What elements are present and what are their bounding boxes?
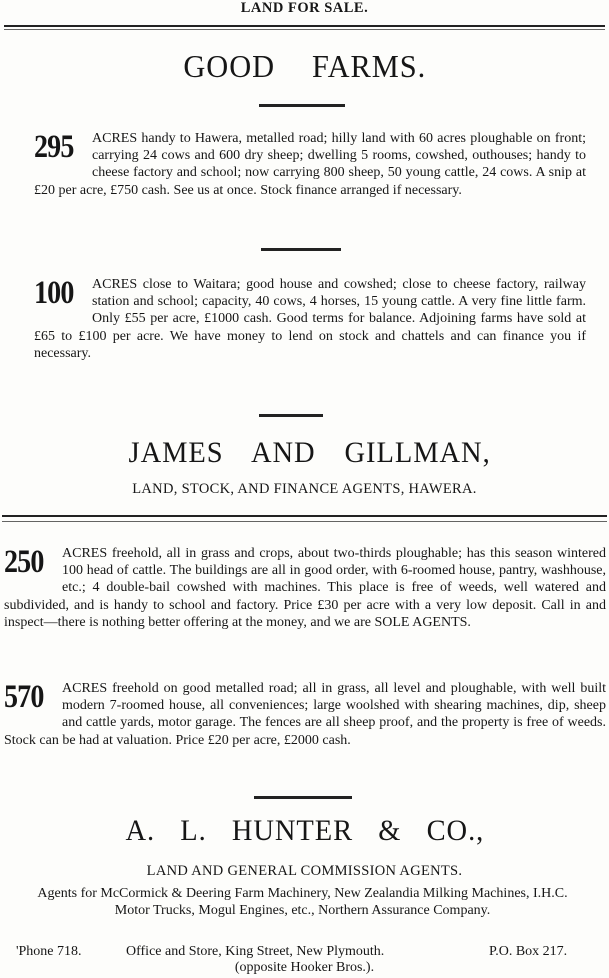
agent2-description: LAND AND GENERAL COMMISSION AGENTS. <box>146 863 463 879</box>
header-rule <box>4 25 605 27</box>
opposite-text: (opposite Hooker Bros.). <box>234 960 375 975</box>
listing-570 <box>4 680 606 749</box>
listing-text: ACRES freehold, all in grass and crops, about two-thirds ploughable; has this season wintered 100 head of cattle. The buildings are all in good order, with 6-roomed house, pantry, washhouse, etc.; 4 double-bail cowshed with machines. This place is free of weeds, well watered and subdivided, and is handy to school and factory. Price £30 per acre with a very low deposit. Call in and inspect—there is nothing better offering at the money, and we are SOLE AGENTS. <box>4 546 606 630</box>
pobox-text: P.O. Box 217. <box>489 944 568 959</box>
agent1-description: LAND, STOCK, AND FINANCE AGENTS, HAWERA. <box>132 481 477 497</box>
phone-text: 'Phone 718. <box>16 944 82 959</box>
agent1-name-box <box>100 436 520 470</box>
listing-250 <box>4 545 606 631</box>
section-break-rule-thin <box>2 521 607 522</box>
heading-divider <box>259 104 345 107</box>
listing-acres: 100 <box>34 275 74 311</box>
agent2-name-box <box>0 814 609 848</box>
listing-100 <box>34 276 586 362</box>
listing-text: ACRES close to Waitara; good house and cowshed; close to cheese factory, railway station and school; capacity, 40 cows, 4 horses, 15 young cattle. A very fine little farm. Only £55 per acre, £1000 cash. Good terms for balance. Adjoining farms have sold at £65 to £100 per acre. We have money to lend on stock and chattels and can finance you if necessary. <box>34 277 586 361</box>
listing-295 <box>34 130 586 199</box>
agent2-name: A. L. HUNTER & CO., <box>125 814 484 847</box>
section1-heading-box <box>0 48 609 88</box>
listing-acres: 295 <box>34 129 74 165</box>
listing-acres: 570 <box>4 679 44 715</box>
listing-divider <box>261 248 341 251</box>
page-header-title: LAND FOR SALE. <box>240 0 369 16</box>
agent1-name: JAMES AND GILLMAN, <box>128 436 492 469</box>
listing-acres: 250 <box>4 544 44 580</box>
agent2-divider <box>254 796 352 799</box>
agents-for-text: Agents for McCormick & Deering Farm Machinery, New Zealandia Milking Machines, I.H.C. Motor Trucks, Mogul Engines, etc., Northern Assurance Company. <box>37 886 568 919</box>
agent1-divider <box>259 414 323 417</box>
header-rule-thin <box>4 29 605 30</box>
section1-heading: GOOD FARMS. <box>183 48 426 84</box>
listing-text: ACRES handy to Hawera, metalled road; hilly land with 60 acres ploughable on front; carrying 24 cows and 600 dry sheep; dwelling 5 rooms, cowshed, outhouses; handy to cheese factory and school; now carrying 800 sheep, 50 young cattle, 24 cows. A snip at £20 per acre, £750 cash. See us at once. Stock finance arranged if necessary. <box>34 131 586 198</box>
office-text: Office and Store, King Street, New Plymouth. <box>126 944 385 959</box>
listing-text: ACRES freehold on good metalled road; all in grass, all level and ploughable, with well built modern 7-roomed house, all conveniences; large woolshed with shearing machines, dip, sheep and cattle yards, motor garage. The fences are all sheep proof, and the property is free of weeds. Stock can be had at valuation. Price £20 per acre, £2000 cash. <box>4 681 606 748</box>
section-break-rule <box>2 515 607 517</box>
